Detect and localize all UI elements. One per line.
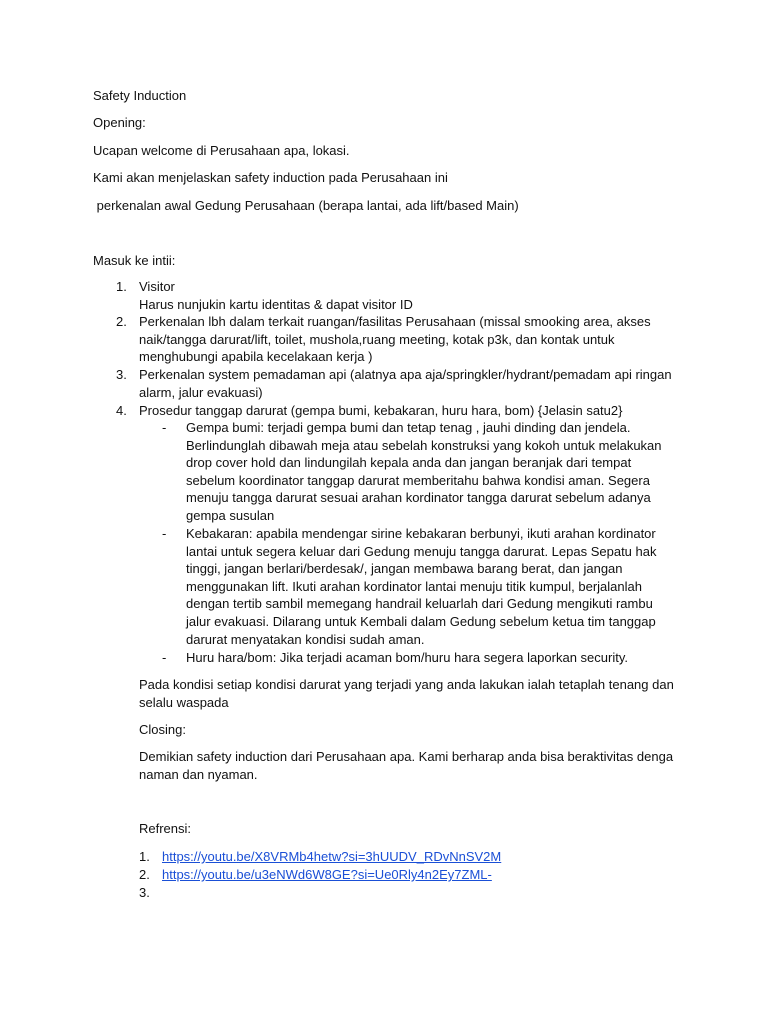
sub-list-item-text: Kebakaran: apabila mendengar sirine kebakaran berbunyi, ikuti arahan kordinator lantai untuk segera keluar dari Gedung menuju tangga darurat. Lepas Sepatu hak tinggi, jangan berlari/berdesak/, jangan membawa barang berat, dan jangan menggunakan lift. Ikuti arahan kordinator lantai menuju titik kumpul, berjalanlah dengan tertib sambil memegang handrail keluarlah dari Gedung mengikuti rambu jalur evakuasi. Dilarang untuk Kembali dalam Gedung sebelum ketua tim tanggap darurat menyatakan kondisi sudah aman. [186,526,657,647]
opening-label: Opening: [93,115,146,130]
list-item [116,313,686,366]
closing-label: Closing: [139,722,186,737]
reference-number: 1. [139,849,150,864]
dash-bullet: - [162,526,167,541]
main-label: Masuk ke intii: [93,253,176,268]
dash-bullet: - [162,650,167,665]
sub-list-item [162,419,662,525]
list-number: 2. [116,314,127,329]
list-item [116,278,686,313]
references-label: Refrensi: [139,821,192,836]
opening-line: Ucapan welcome di Perusahaan apa, lokasi. [93,143,350,158]
reference-item [139,866,492,884]
list-item [116,402,686,420]
document-title: Safety Induction [93,88,187,103]
list-number: 1. [116,279,127,294]
opening-line: perkenalan awal Gedung Perusahaan (berapa lantai, ada lift/based Main) [93,198,519,213]
list-item [116,366,686,401]
opening-line: Kami akan menjelaskan safety induction pada Perusahaan ini [93,170,448,185]
list-item-text: Perkenalan system pemadaman api (alatnya apa aja/springkler/hydrant/pemadam api ringan alarm, jalur evakuasi) [139,367,672,400]
list-number: 4. [116,403,127,418]
reference-link[interactable]: https://youtu.be/X8VRMb4hetw?si=3hUUDV_RDvNnSV2M [162,849,502,864]
reference-link[interactable]: https://youtu.be/u3eNWd6W8GE?si=Ue0Rly4n2Ey7ZML- [162,867,492,882]
summary-paragraph: Pada kondisi setiap kondisi darurat yang terjadi yang anda lakukan ialah tetaplah tenang dan selalu waspada [139,677,674,710]
sub-list-item [162,649,662,667]
list-item-text: Prosedur tanggap darurat (gempa bumi, kebakaran, huru hara, bom) {Jelasin satu2} [139,403,623,418]
reference-item [139,884,162,902]
sub-list-item [162,525,662,648]
list-number: 3. [116,367,127,382]
closing-paragraph: Demikian safety induction dari Perusahaan apa. Kami berharap anda bisa beraktivitas denga naman dan nyaman. [139,749,674,782]
list-item-text: Visitor Harus nunjukin kartu identitas & dapat visitor ID [139,279,413,312]
dash-bullet: - [162,420,167,435]
reference-number: 2. [139,867,150,882]
list-item-text: Perkenalan lbh dalam terkait ruangan/fasilitas Perusahaan (missal smooking area, akses naik/tangga darurat/lift, toilet, mushola,ruang meeting, kotak p3k, dan kontak untuk menghubungi apabila kecelakaan kerja ) [139,314,651,365]
sub-list-item-text: Huru hara/bom: Jika terjadi acaman bom/huru hara segera laporkan security. [186,650,628,665]
reference-number: 3. [139,885,150,900]
reference-item [139,848,501,866]
sub-list-item-text: Gempa bumi: terjadi gempa bumi dan tetap tenag , jauhi dinding dan jendela. Berlindunglah dibawah meja atau sebelah konstruksi yang kokoh untuk melakukan drop cover hold dan lindungilah kepala anda dan jangan beranjak dari tempat sebelum koordinator tanggap darurat memberitahu bahwa kondisi aman. Segera menuju tangga darurat sesuai arahan kordinator tangga darurat sebelum adanya gempa susulan [186,420,662,523]
